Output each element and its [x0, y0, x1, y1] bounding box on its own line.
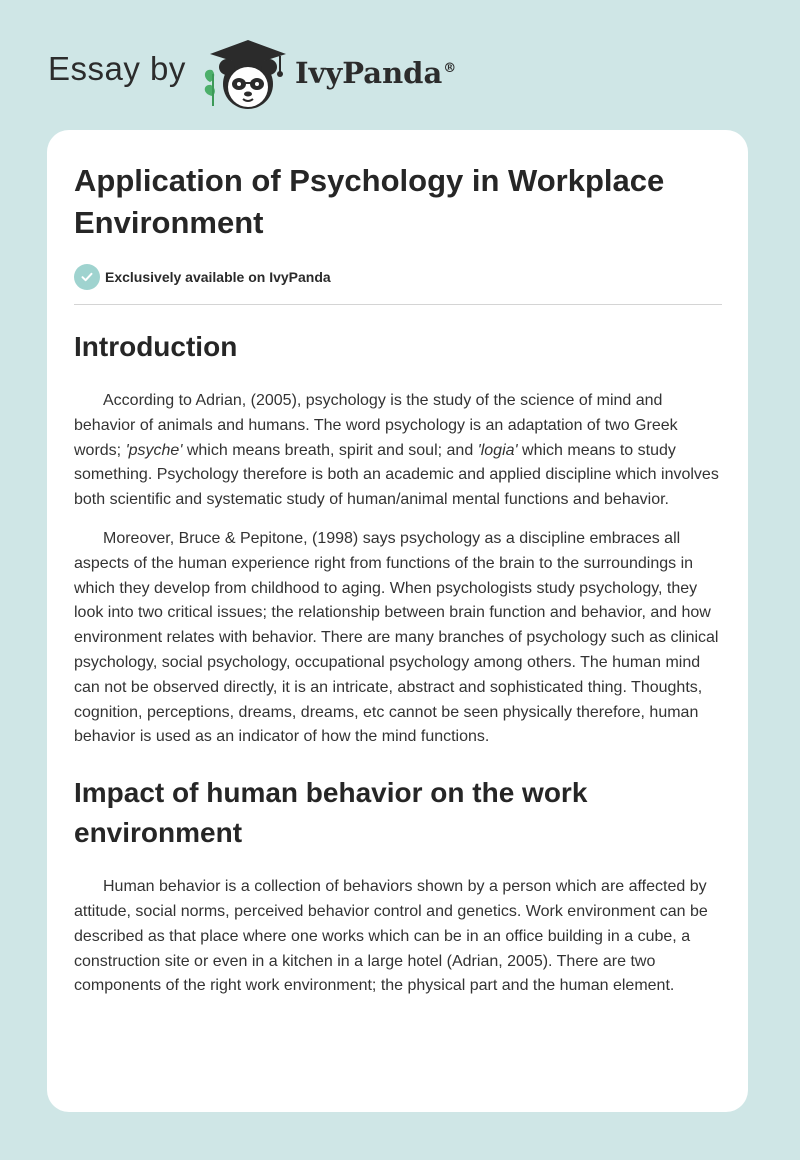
check-circle-icon [74, 264, 100, 290]
exclusive-badge-label: Exclusively available on IvyPanda [105, 269, 331, 285]
term-psyche: 'psyche' [125, 441, 183, 459]
exclusive-badge [74, 264, 722, 290]
essay-content [74, 160, 722, 999]
paragraph: Moreover, Bruce & Pepitone, (1998) says psychology as a discipline embraces all aspects of the human experience right from functions of the brain to the surroundings in which they develop from childhood to aging. When psychologists study psychology, they look into two critical issues; the relationship between brain function and behavior, and how environment relates with behavior. There are many branches of psychology such as clinical psychology, social psychology, occupational psychology among others. The human mind can not be observed directly, it is an intricate, abstract and sophisticated thing. Thoughts, cognition, perceptions, dreams, dreams, etc cannot be seen physically therefore, human behavior is used as an indicator of how the mind functions. [74, 529, 719, 746]
section-heading-introduction: Introduction [74, 331, 238, 362]
site-header [48, 30, 468, 120]
divider [74, 304, 722, 305]
paragraph: Human behavior is a collection of behaviors shown by a person which are affected by attitude, social norms, perceived behavior control and genetics. Work environment can be described as that place where one works which can be in an office building in a cube, a construction site or even in a kitchen in a large hotel (Adrian, 2005). There are two components of the right work environment; the physical part and the human element. [74, 878, 708, 995]
paragraph: According to Adrian, (2005), psychology is the study of the science of mind and behavior of animals and humans. The word psychology is an adaptation of two Greek words; 'psyche' which means breath, spirit and soul; and 'logia' which means to study something. Psychology therefore is both an academic and applied discipline which involves both scientific and systematic study of human/animal mental functions and behavior. [74, 392, 719, 509]
essay-by-label: Essay by [48, 50, 186, 87]
term-logia: 'logia' [477, 441, 518, 459]
essay-title: Application of Psychology in Workplace Environment [74, 163, 665, 240]
brand-name[interactable]: IvyPanda® [295, 56, 457, 90]
panda-graduate-logo-icon[interactable] [200, 34, 292, 114]
essay-card [47, 130, 748, 1112]
registered-mark: ® [443, 61, 457, 77]
section-heading-impact: Impact of human behavior on the work environment [74, 777, 588, 849]
